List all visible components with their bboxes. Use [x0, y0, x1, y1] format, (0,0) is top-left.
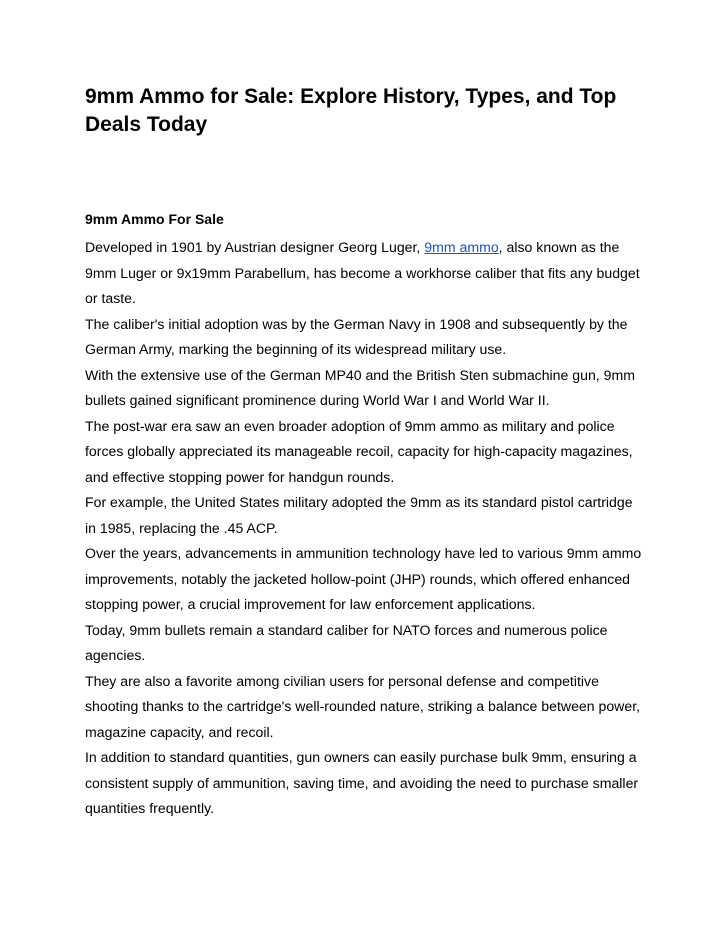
paragraph-9: In addition to standard quantities, gun owners can easily purchase bulk 9mm, ensuring a consistent supply of ammunition, saving time, and avoiding the need to purchase smaller quantities frequently. — [85, 749, 639, 816]
section-heading: 9mm Ammo For Sale — [85, 211, 224, 227]
article-body — [85, 235, 645, 822]
paragraph-4: The post-war era saw an even broader adoption of 9mm ammo as military and police forces globally appreciated its manageable recoil, capacity for high-capacity magazines, and effective stopping power for handgun rounds. — [85, 417, 633, 485]
paragraph-2: The caliber's initial adoption was by the German Navy in 1908 and subsequently by the German Army, marking the beginning of its widespread military use. — [85, 315, 628, 357]
paragraph-1 — [85, 235, 645, 312]
page-title: 9mm Ammo for Sale: Explore History, Types, and Top Deals Today — [85, 85, 617, 136]
paragraph-1-text-before-link: Developed in 1901 by Austrian designer Georg Luger, — [85, 239, 425, 255]
9mm-ammo-link[interactable]: 9mm ammo — [424, 239, 499, 255]
paragraph-1-text-after-link: , also known as the 9mm Luger or 9x19mm Parabellum, has become a workhorse caliber that fits any budget or taste. — [85, 239, 640, 306]
paragraph-8: They are also a favorite among civilian users for personal defense and competitive shooting thanks to the cartridge's well-rounded nature, striking a balance between power, magazine capacity, and recoil. — [85, 672, 641, 740]
paragraph-6: Over the years, advancements in ammunition technology have led to various 9mm ammo improvements, notably the jacketed hollow-point (JHP) rounds, which offered enhanced stopping power, a crucial improvement for law enforcement applications. — [85, 545, 642, 612]
paragraph-7: Today, 9mm bullets remain a standard caliber for NATO forces and numerous police agencies. — [85, 621, 608, 663]
paragraph-5: For example, the United States military adopted the 9mm as its standard pistol cartridge in 1985, replacing the .45 ACP. — [85, 494, 633, 536]
paragraph-3: With the extensive use of the German MP40 and the British Sten submachine gun, 9mm bullets gained significant prominence during World War I and World War II. — [85, 366, 635, 408]
